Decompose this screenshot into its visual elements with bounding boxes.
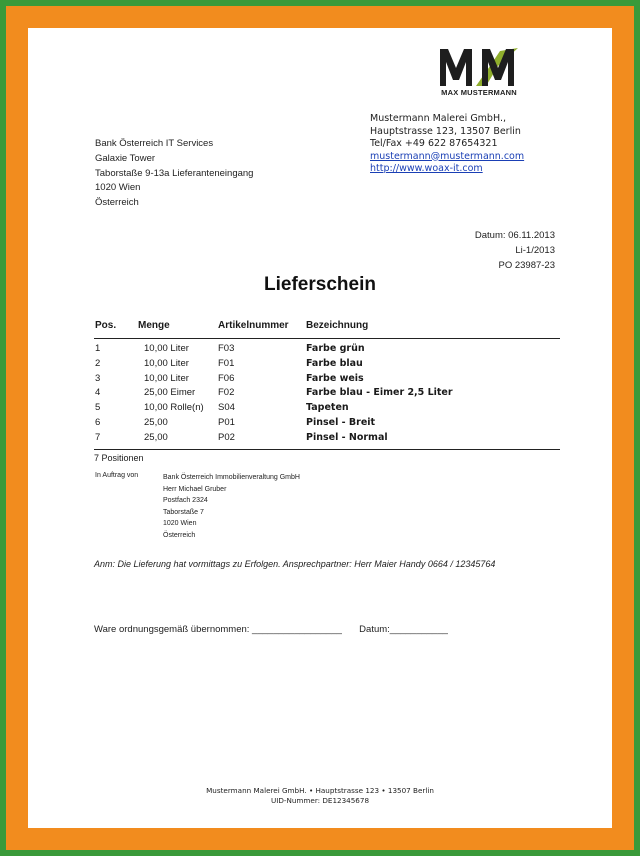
cell-article: F01 <box>218 357 235 369</box>
sender-address <box>370 113 524 176</box>
order-label: In Auftrag von <box>95 472 139 479</box>
cell-qty: 25,00 <box>144 416 168 428</box>
table-row <box>94 358 560 373</box>
cell-pos: 3 <box>95 372 101 384</box>
page-title: Lieferschein <box>264 274 376 295</box>
cell-qty: 25,00 <box>144 431 168 443</box>
cell-qty: 10,00 Liter <box>144 343 189 354</box>
recipient-line: Bank Österreich IT Services <box>95 138 214 149</box>
cell-qty: 10,00 Liter <box>144 372 189 384</box>
items-table <box>94 320 560 463</box>
order-line: 1020 Wien <box>163 520 197 528</box>
header-qty: Menge <box>138 320 170 331</box>
footer-address: Mustermann Malerei GmbH. • Hauptstrasse 123 • 13507 Berlin <box>206 786 434 795</box>
page-footer <box>28 786 612 806</box>
header-pos: Pos. <box>95 320 117 331</box>
cell-pos: 6 <box>95 416 101 428</box>
cell-article: P02 <box>218 431 235 443</box>
cell-qty: 10,00 Liter <box>144 357 189 369</box>
sender-company: Mustermann Malerei GmbH., <box>370 113 506 124</box>
cell-pos: 1 <box>95 343 101 354</box>
delivery-note-page <box>28 28 612 828</box>
document-meta <box>475 228 555 273</box>
recipient-address <box>95 137 253 211</box>
received-field: Ware ordnungsgemäß übernommen: _________________ <box>94 624 342 635</box>
recipient-line: Taborstaße 9-13a Lieferanteneingang <box>95 167 254 179</box>
cell-pos: 4 <box>95 387 101 399</box>
header-article: Artikelnummer <box>218 320 289 331</box>
logo-name: MAX MUSTERMANN <box>441 88 517 97</box>
sender-website-link[interactable]: http://www.woax-it.com <box>370 163 483 174</box>
positions-count: 7 Positionen <box>94 452 144 463</box>
company-logo <box>438 46 520 98</box>
table-row <box>94 417 560 432</box>
delivery-number: Li-1/2013 <box>515 245 555 256</box>
cell-pos: 7 <box>95 431 101 443</box>
recipient-line: 1020 Wien <box>95 182 141 194</box>
table-header <box>94 320 560 338</box>
purchase-order: PO 23987-23 <box>498 260 555 271</box>
delivery-note-remark: Anm: Die Lieferung hat vormittags zu Erfolgen. Ansprechpartner: Herr Maier Handy 0664 / 12345764 <box>94 559 496 569</box>
cell-pos: 2 <box>95 357 101 369</box>
footer-uid: UID-Nummer: DE12345678 <box>270 796 370 805</box>
order-line: Postfach 2324 <box>163 497 208 505</box>
cell-article: F03 <box>218 343 235 354</box>
cell-qty: 10,00 Rolle(n) <box>144 402 204 414</box>
table-divider <box>94 449 560 450</box>
table-row <box>94 432 560 447</box>
logo-mm-icon <box>438 46 520 88</box>
header-desc: Bezeichnung <box>306 320 369 331</box>
sender-email-link[interactable]: mustermann@mustermann.com <box>370 150 525 162</box>
order-line: Österreich <box>163 531 196 539</box>
table-row <box>94 402 560 417</box>
order-line: Bank Österreich Immobilienveraltung GmbH <box>163 474 300 481</box>
table-row <box>94 343 560 358</box>
cell-article: F02 <box>218 387 235 399</box>
cell-article: F06 <box>218 372 235 384</box>
sender-phone: Tel/Fax +49 622 87654321 <box>370 138 498 149</box>
order-line: Taborstaße 7 <box>163 508 204 516</box>
cell-desc: Farbe blau - Eimer 2,5 Liter <box>306 387 453 399</box>
sender-street: Hauptstrasse 123, 13507 Berlin <box>370 125 521 137</box>
recipient-line: Österreich <box>95 197 139 209</box>
cell-desc: Farbe grün <box>306 343 365 354</box>
cell-qty: 25,00 Eimer <box>144 387 196 399</box>
cell-desc: Pinsel - Normal <box>306 431 388 443</box>
table-body <box>94 339 560 449</box>
order-line: Herr Michael Gruber <box>163 485 227 493</box>
cell-article: P01 <box>218 416 235 428</box>
cell-desc: Pinsel - Breit <box>306 416 376 428</box>
cell-desc: Farbe weis <box>306 372 364 384</box>
recipient-line: Galaxie Tower <box>95 152 156 164</box>
table-row <box>94 387 560 402</box>
order-address <box>163 472 300 542</box>
date-field: Datum:___________ <box>359 624 448 635</box>
cell-desc: Tapeten <box>306 402 349 414</box>
table-row <box>94 373 560 388</box>
cell-article: S04 <box>218 402 235 414</box>
signature-line <box>94 624 448 635</box>
document-date: Datum: 06.11.2013 <box>474 230 555 241</box>
cell-desc: Farbe blau <box>306 357 363 369</box>
cell-pos: 5 <box>95 402 101 414</box>
